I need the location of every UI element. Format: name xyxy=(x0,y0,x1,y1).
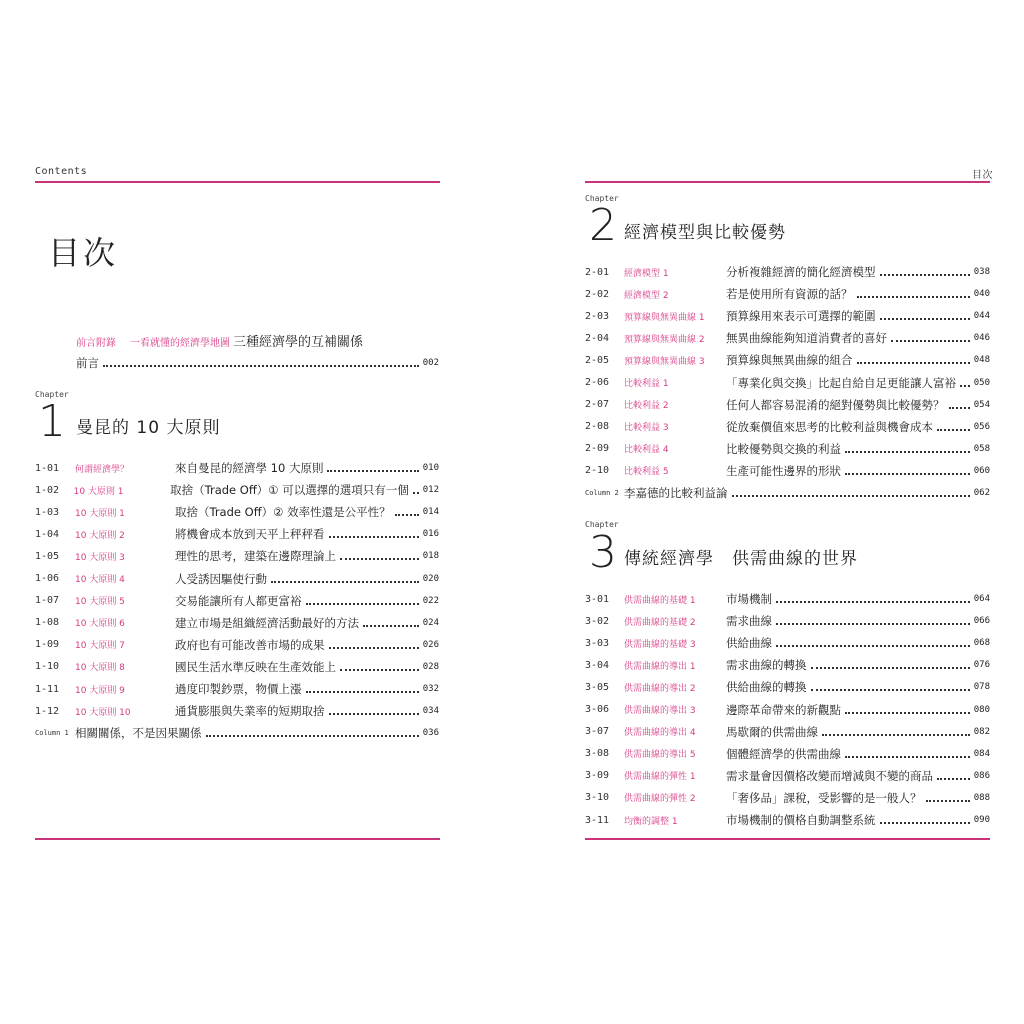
toc-category: 10 大原則 3 xyxy=(75,552,125,563)
header-rule-right xyxy=(585,181,990,183)
preface-tag-2: 一看就懂的經濟學地圖 xyxy=(130,338,230,349)
toc-category: 供需曲線的基礎 2 xyxy=(624,617,696,628)
toc-page-number: 034 xyxy=(422,706,439,717)
toc-page-number: 028 xyxy=(422,661,439,672)
toc-entry-title: 無異曲線能夠知道消費者的喜好 xyxy=(726,331,887,346)
toc-row[interactable] xyxy=(35,503,439,521)
toc-category: 10 大原則 10 xyxy=(75,707,131,718)
toc-entry-title: 供給曲線 xyxy=(726,636,772,651)
toc-page-number: 084 xyxy=(973,748,990,759)
chapter-label: Chapter xyxy=(585,520,619,529)
toc-row[interactable] xyxy=(35,525,439,543)
toc-page-number: 016 xyxy=(422,529,439,540)
chapter-label: Chapter xyxy=(35,390,69,399)
toc-entry-title: 若是使用所有資源的話？ xyxy=(726,287,853,302)
toc-row[interactable] xyxy=(35,481,439,499)
toc-page-number: 002 xyxy=(422,358,439,368)
toc-page-number: 082 xyxy=(973,726,990,737)
toc-code: 1-11 xyxy=(35,683,60,695)
toc-code: 2-04 xyxy=(585,332,610,344)
footer-rule-right xyxy=(585,838,990,840)
chapter-number: 2 xyxy=(589,200,617,251)
leader-dots xyxy=(340,669,419,671)
chapter-number: 1 xyxy=(38,396,66,447)
toc-code: 3-09 xyxy=(585,770,610,782)
toc-category: 供需曲線的導出 4 xyxy=(624,728,696,739)
toc-category: 經濟模型 1 xyxy=(624,268,669,279)
leader-dots xyxy=(880,274,970,276)
column-label: Column 1 xyxy=(35,729,69,738)
toc-category: 預算線與無異曲線 3 xyxy=(624,356,705,367)
leader-dots xyxy=(857,362,970,364)
toc-row[interactable] xyxy=(585,396,990,414)
toc-row[interactable] xyxy=(585,418,990,436)
toc-category: 預算線與無異曲線 2 xyxy=(624,334,705,345)
leader-dots xyxy=(891,340,970,342)
toc-category: 10 大原則 1 xyxy=(73,486,124,497)
toc-row[interactable] xyxy=(585,745,990,763)
toc-entry-title: 個體經濟學的供需曲線 xyxy=(726,746,841,761)
toc-code: 3-02 xyxy=(585,615,610,627)
toc-code: 3-10 xyxy=(585,792,610,804)
toc-category: 供需曲線的導出 5 xyxy=(624,750,696,761)
toc-page-number: 044 xyxy=(973,311,990,322)
leader-dots xyxy=(306,691,419,693)
toc-page-number: 056 xyxy=(973,421,990,432)
toc-entry-title: 市場機制 xyxy=(726,592,772,606)
toc-row[interactable] xyxy=(585,612,990,630)
toc-row[interactable] xyxy=(35,658,439,676)
toc-category: 10 大原則 6 xyxy=(75,619,125,630)
toc-category: 10 大原則 8 xyxy=(75,663,125,674)
toc-code: 1-04 xyxy=(35,528,60,540)
toc-entry-title: 市場機制的價格自動調整系統 xyxy=(726,813,876,827)
leader-dots xyxy=(395,514,419,516)
toc-category: 比較利益 3 xyxy=(624,423,669,434)
toc-entry-title: 取捨（Trade Off）② 效率性還是公平性？ xyxy=(175,505,391,520)
toc-row[interactable] xyxy=(585,351,990,369)
toc-page-number: 024 xyxy=(422,617,439,628)
toc-page-number: 064 xyxy=(973,594,990,604)
leader-dots xyxy=(732,495,970,497)
leader-dots xyxy=(880,822,970,824)
toc-category: 10 大原則 1 xyxy=(75,508,125,519)
leader-dots xyxy=(880,318,970,320)
toc-category: 比較利益 5 xyxy=(624,467,669,478)
right-page xyxy=(512,0,1024,1024)
toc-category: 比較利益 2 xyxy=(624,401,669,412)
toc-code: 2-02 xyxy=(585,288,610,300)
toc-entry-title: 需求曲線 xyxy=(726,614,772,629)
toc-page-number: 026 xyxy=(422,639,439,650)
toc-code: 3-04 xyxy=(585,659,610,671)
toc-row-column[interactable] xyxy=(585,484,990,502)
toc-category: 均衡的調整 1 xyxy=(624,816,678,827)
leader-dots xyxy=(776,601,970,603)
toc-category: 比較利益 4 xyxy=(624,445,669,456)
toc-code: 2-03 xyxy=(585,310,610,322)
toc-entry-title: 預算線用來表示可選擇的範圍 xyxy=(726,309,876,324)
chapter-title: 曼昆的 10 大原則 xyxy=(76,418,221,438)
toc-row-preface[interactable] xyxy=(76,354,439,372)
toc-code: 3-05 xyxy=(585,681,610,693)
toc-page-number: 054 xyxy=(973,399,990,410)
toc-page-number: 080 xyxy=(973,704,990,715)
toc-row[interactable] xyxy=(585,789,990,807)
toc-page-number: 076 xyxy=(973,660,990,671)
toc-page-number: 066 xyxy=(973,616,990,627)
toc-row[interactable] xyxy=(585,462,990,480)
toc-code: 2-10 xyxy=(585,465,610,477)
toc-row[interactable] xyxy=(585,767,990,785)
toc-page-number: 038 xyxy=(973,267,990,277)
toc-category: 供需曲線的彈性 2 xyxy=(624,794,696,805)
footer-rule-left xyxy=(35,838,440,840)
toc-page-number: 012 xyxy=(422,485,439,496)
toc-page-number: 022 xyxy=(422,595,439,606)
toc-row[interactable] xyxy=(35,459,439,477)
leader-dots xyxy=(340,558,419,560)
toc-page-number: 020 xyxy=(422,573,439,584)
toc-entry-title: 「專業化與交換」比起自給自足更能讓人富裕 xyxy=(726,375,956,390)
toc-code: 3-06 xyxy=(585,704,610,715)
toc-entry-title: 預算線與無異曲線的組合 xyxy=(726,353,853,368)
toc-entry-title: 相關關係，不是因果關係 xyxy=(75,726,202,741)
toc-code: 1-02 xyxy=(35,484,60,496)
toc-code: 2-01 xyxy=(585,266,610,278)
leader-dots xyxy=(811,689,970,691)
toc-row[interactable] xyxy=(585,701,990,719)
preface-tag-1: 前言附錄 xyxy=(76,338,116,349)
toc-entry-title: 任何人都容易混淆的絕對優勢與比較優勢？ xyxy=(726,397,945,412)
toc-page-number: 040 xyxy=(973,289,990,300)
toc-code: 1-12 xyxy=(35,705,60,717)
toc-page-number: 090 xyxy=(973,815,990,825)
leader-dots xyxy=(937,429,970,431)
toc-row[interactable] xyxy=(585,678,990,696)
toc-row[interactable] xyxy=(35,592,439,610)
toc-code: 3-08 xyxy=(585,748,610,760)
chapter-label: Chapter xyxy=(585,194,619,203)
toc-entry-title: 來自曼昆的經濟學 10 大原則 xyxy=(175,461,324,475)
toc-code: 1-03 xyxy=(35,506,60,518)
running-head-left: Contents xyxy=(35,166,88,177)
preface-heading: 三種經濟學的互補關係 xyxy=(233,335,364,350)
leader-dots xyxy=(845,451,970,453)
toc-category: 經濟模型 2 xyxy=(624,290,669,301)
toc-page-number: 018 xyxy=(422,551,439,562)
leader-dots xyxy=(811,667,970,669)
toc-row[interactable] xyxy=(585,329,990,347)
toc-category: 10 大原則 7 xyxy=(75,641,125,652)
toc-row[interactable] xyxy=(35,680,439,698)
leader-dots xyxy=(329,536,419,538)
toc-row[interactable] xyxy=(585,590,990,608)
toc-page-number: 062 xyxy=(973,488,990,498)
chapter-title: 經濟模型與比較優勢 xyxy=(624,223,786,243)
toc-category: 何謂經濟學？ xyxy=(75,464,130,475)
toc-entry-title: 分析複雜經濟的簡化經濟模型 xyxy=(726,265,876,279)
toc-entry-title: 需求量會因價格改變而增減與不變的商品 xyxy=(726,768,933,783)
toc-entry-title: 取捨（Trade Off）① 可以選擇的選項只有一個 xyxy=(170,483,409,498)
toc-row[interactable] xyxy=(35,570,439,588)
toc-code: 1-07 xyxy=(35,595,60,607)
column-label: Column 2 xyxy=(585,489,619,497)
toc-entry-title: 將機會成本放到天平上秤秤看 xyxy=(175,527,325,542)
toc-row[interactable] xyxy=(35,636,439,654)
toc-row[interactable] xyxy=(35,702,439,720)
toc-category: 比較利益 1 xyxy=(624,379,669,389)
toc-page-number: 058 xyxy=(973,443,990,454)
toc-entry-title: 交易能讓所有人都更富裕 xyxy=(175,593,302,608)
leader-dots xyxy=(206,735,419,737)
toc-code: 1-01 xyxy=(35,462,60,474)
chapter-title: 傳統經濟學 供需曲線的世界 xyxy=(624,549,858,569)
toc-row[interactable] xyxy=(585,634,990,652)
toc-row[interactable] xyxy=(585,374,990,392)
toc-code: 2-07 xyxy=(585,399,610,411)
toc-row[interactable] xyxy=(585,723,990,741)
toc-row[interactable] xyxy=(35,614,439,632)
toc-category: 供需曲線的基礎 3 xyxy=(624,639,696,650)
toc-code: 3-07 xyxy=(585,726,610,738)
leader-dots xyxy=(857,296,970,298)
leader-dots xyxy=(327,470,418,472)
toc-code: 2-09 xyxy=(585,443,610,455)
toc-entry-title: 通貨膨脹與失業率的短期取捨 xyxy=(175,704,325,719)
toc-code: 1-09 xyxy=(35,639,60,651)
toc-category: 供需曲線的導出 3 xyxy=(624,706,696,716)
toc-category: 供需曲線的基礎 1 xyxy=(624,595,696,606)
toc-category: 供需曲線的導出 2 xyxy=(624,683,696,694)
header-rule-left xyxy=(35,181,440,183)
toc-row[interactable] xyxy=(585,285,990,303)
toc-entry-title: 李嘉德的比較利益論 xyxy=(624,486,728,500)
toc-code: 1-05 xyxy=(35,550,60,562)
toc-code: 3-11 xyxy=(585,814,610,826)
toc-page-number: 086 xyxy=(973,770,990,781)
toc-page-number: 046 xyxy=(973,333,990,344)
toc-category: 10 大原則 5 xyxy=(75,597,125,608)
toc-category: 10 大原則 4 xyxy=(75,575,125,585)
toc-page-number: 048 xyxy=(973,355,990,366)
leader-dots xyxy=(103,365,419,367)
toc-entry-title: 國民生活水準反映在生產效能上 xyxy=(175,659,336,674)
toc-entry-title: 比較優勢與交換的利益 xyxy=(726,441,841,456)
leader-dots xyxy=(937,778,970,780)
toc-row[interactable] xyxy=(585,656,990,674)
toc-entry-title: 建立市場是組織經濟活動最好的方法 xyxy=(175,615,359,630)
leader-dots xyxy=(845,712,970,714)
toc-code: 2-08 xyxy=(585,421,610,433)
toc-entry-title: 需求曲線的轉換 xyxy=(726,658,807,673)
toc-page-number: 010 xyxy=(422,463,439,473)
toc-code: 1-08 xyxy=(35,617,60,629)
leader-dots xyxy=(926,800,970,802)
toc-entry-title: 邊際革命帶來的新觀點 xyxy=(726,702,841,717)
toc-entry-title: 生產可能性邊界的形狀 xyxy=(726,463,841,478)
leader-dots xyxy=(822,734,970,736)
toc-page-number: 060 xyxy=(973,465,990,476)
toc-entry-title: 人受誘因驅使行動 xyxy=(175,571,267,586)
toc-entry-title: 供給曲線的轉換 xyxy=(726,680,807,695)
toc-entry-title: 「奢侈品」課稅，受影響的是一般人？ xyxy=(726,790,922,805)
toc-entry-title: 前言 xyxy=(76,356,99,370)
toc-page-number: 014 xyxy=(422,507,439,518)
leader-dots xyxy=(776,623,970,625)
leader-dots xyxy=(329,647,419,649)
chapter-number: 3 xyxy=(589,527,617,578)
toc-page-number: 088 xyxy=(973,792,990,803)
running-head-right: 目次 xyxy=(972,170,993,181)
toc-row[interactable] xyxy=(585,811,990,829)
toc-entry-title: 從放棄價值來思考的比較利益與機會成本 xyxy=(726,419,933,434)
leader-dots xyxy=(306,603,419,605)
toc-code: 1-10 xyxy=(35,661,60,673)
toc-code: 3-01 xyxy=(585,593,610,605)
leader-dots xyxy=(363,625,419,627)
toc-page-number: 032 xyxy=(422,684,439,694)
leader-dots xyxy=(776,645,970,647)
toc-entry-title: 過度印製鈔票，物價上漲 xyxy=(175,682,302,696)
leader-dots xyxy=(845,756,970,758)
toc-row[interactable] xyxy=(585,307,990,325)
toc-row-column[interactable] xyxy=(35,724,439,742)
toc-page-number: 036 xyxy=(422,728,439,739)
leader-dots xyxy=(329,713,419,715)
leader-dots xyxy=(413,492,419,494)
toc-entry-title: 理性的思考，建築在邊際理論上 xyxy=(175,549,336,564)
toc-code: 2-05 xyxy=(585,354,610,366)
leader-dots xyxy=(960,385,970,387)
toc-code: 3-03 xyxy=(585,637,610,649)
preface-tags xyxy=(76,334,230,349)
toc-page-number: 068 xyxy=(973,638,990,649)
toc-row[interactable] xyxy=(585,263,990,281)
page-title: 目次 xyxy=(48,234,119,272)
toc-code: 2-06 xyxy=(585,377,610,388)
toc-category: 供需曲線的導出 1 xyxy=(624,661,696,672)
toc-row[interactable] xyxy=(585,440,990,458)
leader-dots xyxy=(949,407,970,409)
leader-dots xyxy=(845,473,970,475)
toc-category: 預算線與無異曲線 1 xyxy=(624,312,705,323)
toc-category: 供需曲線的彈性 1 xyxy=(624,772,696,783)
toc-code: 1-06 xyxy=(35,573,60,584)
toc-page-number: 078 xyxy=(973,682,990,693)
toc-entry-title: 政府也有可能改善市場的成果 xyxy=(175,637,325,652)
toc-category: 10 大原則 2 xyxy=(75,530,125,541)
toc-entry-title: 馬歇爾的供需曲線 xyxy=(726,724,818,739)
leader-dots xyxy=(271,581,419,583)
toc-row[interactable] xyxy=(35,547,439,565)
toc-page-number: 050 xyxy=(973,377,990,388)
toc-category: 10 大原則 9 xyxy=(75,685,125,696)
